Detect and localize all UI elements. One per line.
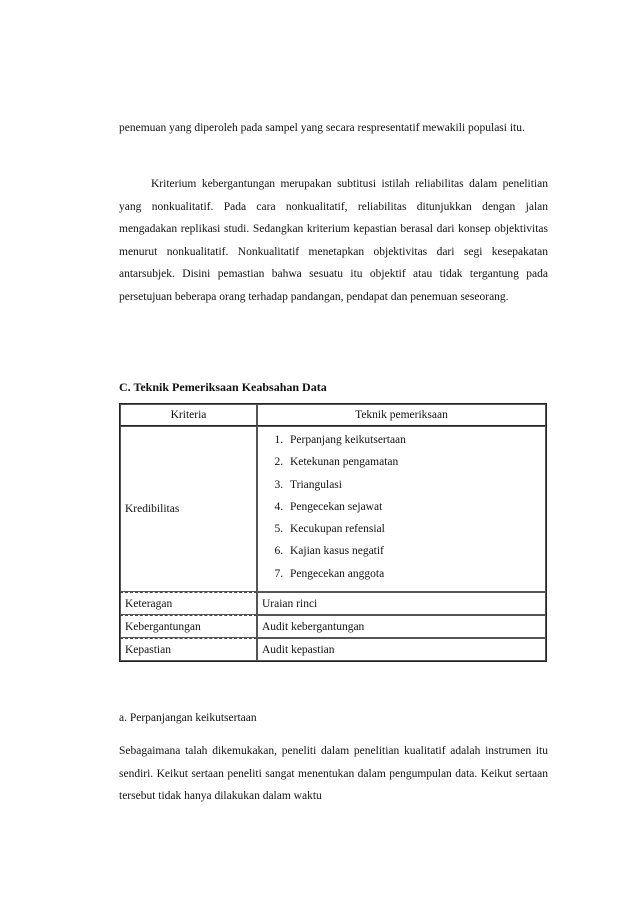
technique-item: 3. Triangulasi bbox=[286, 474, 541, 496]
table-row bbox=[120, 638, 546, 661]
technique-cell: Audit kepastian bbox=[257, 638, 546, 661]
technique-list bbox=[262, 427, 541, 591]
table-row bbox=[120, 615, 546, 638]
criteria-cell: Kepastian bbox=[120, 638, 257, 661]
paragraph-kebergantungan: Kriterium kebergantungan merupakan subtitusi istilah reliabilitas dalam penelitian yang nonkualitatif. Pada cara nonkualitatif, reliabilitas ditunjukkan dengan jalan mengadakan replikasi studi. Sedangkan kriterium kepastian berasal dari konsep objektivitas menurut nonkualitatif. Nonkualitatif menetapkan objektivitas dari segi kesepakatan antarsubjek. Disini pemastian bahwa sesuatu itu objektif atau tidak tergantung pada persetujuan beberapa orang terhadap pandangan, pendapat dan penemuan seseorang. bbox=[119, 178, 548, 303]
validity-table bbox=[119, 403, 547, 662]
header-teknik: Teknik pemeriksaan bbox=[257, 404, 546, 426]
paragraph-continuation: penemuan yang diperoleh pada sampel yang secara respresentatif mewakili populasi itu. bbox=[119, 122, 525, 134]
technique-list-cell bbox=[257, 426, 546, 592]
technique-item: 1. Perpanjang keikutsertaan bbox=[286, 429, 541, 451]
technique-cell: Audit kebergantungan bbox=[257, 615, 546, 638]
table-row bbox=[120, 592, 546, 615]
criteria-cell: Kebergantungan bbox=[120, 615, 257, 638]
technique-item: 7. Pengecekan anggota bbox=[286, 563, 541, 585]
paragraph-perpanjangan: Sebagaimana talah dikemukakan, peneliti dalam penelitian kualitatif adalah instrumen itu sendiri. Keikut sertaan peneliti sangat menentukan dalam pengumpulan data. Keikut sertaan tersebut tidak hanya dilakukan dalam waktu bbox=[119, 745, 548, 802]
technique-item: 4. Pengecekan sejawat bbox=[286, 496, 541, 518]
technique-item: 5. Kecukupan refensial bbox=[286, 518, 541, 540]
header-kriteria: Kriteria bbox=[120, 404, 257, 426]
technique-cell: Uraian rinci bbox=[257, 592, 546, 615]
criteria-cell: Keteragan bbox=[120, 592, 257, 615]
technique-item: 2. Ketekunan pengamatan bbox=[286, 451, 541, 473]
criteria-kredibilitas: Kredibilitas bbox=[120, 426, 257, 592]
section-heading: C. Teknik Pemeriksaan Keabsahan Data bbox=[119, 380, 327, 394]
subheading: a. Perpanjangan keikutsertaan bbox=[119, 712, 257, 724]
technique-item: 6. Kajian kasus negatif bbox=[286, 540, 541, 562]
